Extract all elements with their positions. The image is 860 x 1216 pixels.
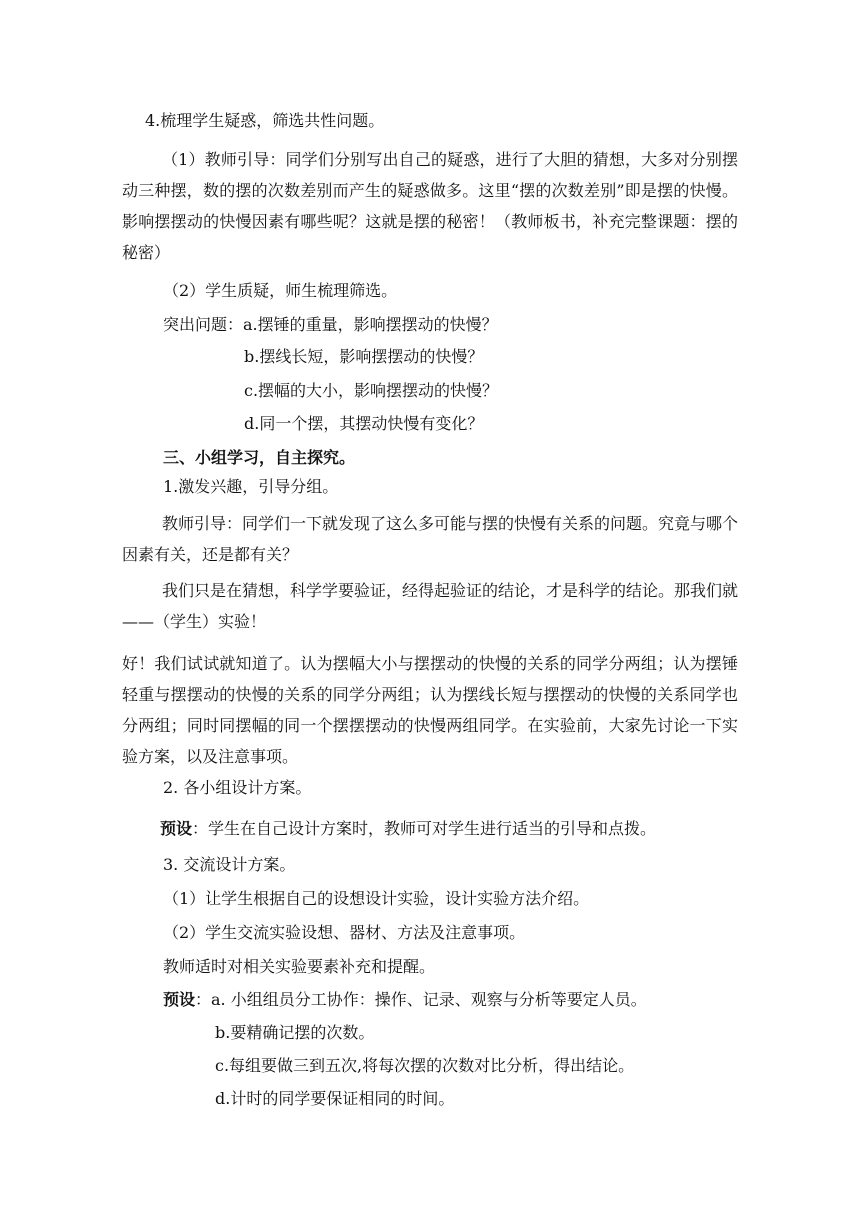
section-4-heading: 4.梳理学生疑惑，筛选共性问题。 [145,111,385,130]
teacher-guide-paragraph-1: 教师引导：同学们一下就发现了这么多可能与摆的快慢有关系的问题。究竟与哪个因素有关，还是都有关？ [122,514,739,564]
step-1: 1.激发兴趣，引导分组。 [163,477,339,496]
step-2: 2. 各小组设计方案。 [163,778,312,797]
section-3-heading: 三、小组学习，自主探究。 [163,448,356,467]
preset-2-item-b: b.要精确记摆的次数。 [215,1023,375,1042]
grouping-paragraph: 好！我们试试就知道了。认为摆幅大小与摆摆动的快慢的关系的同学分两组；认为摆锤轻重与摆摆动的快慢的关系的同学分两组；认为摆线长短与摆摆动的快慢的关系同学也分两组；同时同摆幅的同一个摆摆摆动的快慢两组同学。在实验前，大家先讨论一下实验方案，以及注意事项。 [122,654,738,766]
question-a: 突出问题：a.摆锤的重量，影响摆摆动的快慢？ [163,315,498,334]
sub-item-1: （1）让学生根据自己的设想设计实验，设计实验方法介绍。 [163,889,590,908]
preset-2-item-a: ：a. 小组组员分工协作：操作、记录、观察与分析等要定人员。 [195,990,647,1009]
preset-1-label: 预设 [160,819,193,838]
preset-1-text: ：学生在自己设计方案时，教师可对学生进行适当的引导和点拨。 [192,819,657,838]
sub-item-2: （2）学生交流实验设想、器材、方法及注意事项。 [163,923,526,942]
preset-1 [160,818,656,840]
preset-2-label: 预设 [163,990,196,1009]
teacher-guide-paragraph-2: 我们只是在猜想，科学学要验证，经得起验证的结论，才是科学的结论。那我们就——（学生）实验！ [122,581,739,631]
preset-2-item-d: d.计时的同学要保证相同的时间。 [215,1089,455,1108]
preset-2-item-c: c.每组要做三到五次,将每次摆的次数对比分析，得出结论。 [215,1056,635,1075]
teacher-note: 教师适时对相关实验要素补充和提醒。 [163,957,436,976]
teacher-guidance-paragraph: （1）教师引导：同学们分别写出自己的疑惑，进行了大胆的猜想，大多对分别摆动三种摆，数的摆的次数差别而产生的疑惑做多。这里“摆的次数差别”即是摆的快慢。影响摆摆动的快慢因素有哪些呢？这就是摆的秘密！（教师板书，补充完整课题：摆的秘密） [122,150,738,262]
step-3: 3. 交流设计方案。 [163,855,296,874]
preset-2-a [163,989,647,1011]
question-c: c.摆幅的大小，影响摆摆动的快慢？ [244,381,499,400]
question-d: d.同一个摆，其摆动快慢有变化？ [244,414,484,433]
question-b: b.摆线长短，影响摆摆动的快慢？ [244,347,484,366]
student-questioning-item: （2）学生质疑，师生梳理筛选。 [163,281,398,300]
